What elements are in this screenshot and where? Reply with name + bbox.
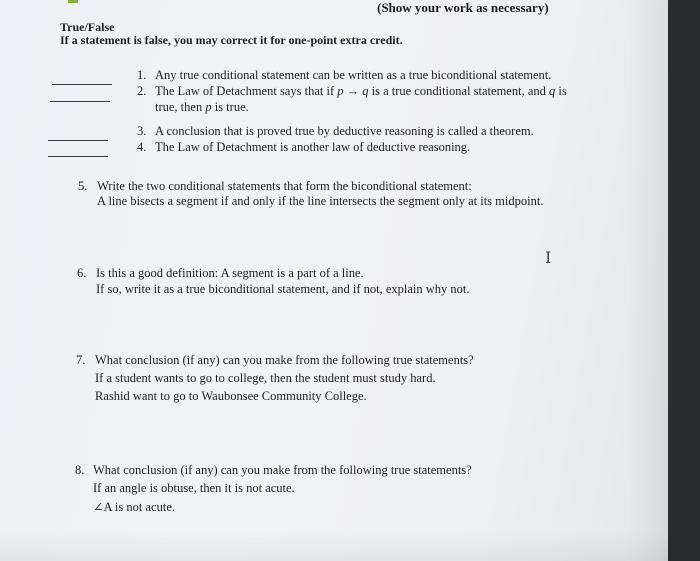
page-bottom-shadow [0,531,668,561]
question-6-number: 6. [77,266,87,280]
item-3-number: 3. [137,124,147,138]
question-7-statement-1: If a student wants to go to college, then the student must study hard. [95,371,436,385]
item-2-text-a: The Law of Detachment says that if [155,84,338,98]
item-2-line-1 [155,84,567,99]
page-edge-shadow [628,0,668,561]
item-2-line-2 [155,100,249,115]
question-6-prompt: Is this a good definition: A segment is a part of a line. [96,266,364,280]
arrow-symbol: → [343,84,363,98]
answer-blank-2[interactable] [50,101,110,102]
item-3-text: A conclusion that is proved true by deductive reasoning is called a theorem. [155,124,534,138]
item-2-text-c: is [555,84,567,98]
question-8-statement-1: If an angle is obtuse, then it is not acute. [93,481,295,495]
question-5-prompt: Write the two conditional statements that form the biconditional statement: [97,179,472,193]
item-4-number: 4. [137,140,147,154]
true-false-instruction: If a statement is false, you may correct it for one-point extra credit. [60,33,403,47]
item-2-text-b: is a true conditional statement, and [368,84,549,98]
answer-blank-1[interactable] [52,84,112,85]
question-7-prompt: What conclusion (if any) can you make from the following true statements? [95,353,474,367]
item-1-text: Any true conditional statement can be written as a true biconditional statement. [155,68,552,82]
item-4-text: The Law of Detachment is another law of deductive reasoning. [155,140,471,154]
question-5-number: 5. [78,179,88,193]
question-8-statement-2: ∠A is not acute. [93,500,175,514]
variable-p: p [337,84,344,98]
answer-blank-4[interactable] [48,156,108,157]
item-2-text-d: true, then [155,100,206,114]
question-8-number: 8. [75,463,85,477]
question-7-number: 7. [76,353,86,367]
answer-blank-3[interactable] [48,140,108,141]
true-false-heading: True/False [60,20,115,34]
variable-q: q [549,84,556,98]
show-work-instruction: (Show your work as necessary) [377,0,549,15]
question-7-statement-2: Rashid want to go to Waubonsee Community College. [95,389,367,403]
question-5-statement: A line bisects a segment if and only if the line intersects the segment only at its midpoint. [97,194,544,208]
question-6-instruction: If so, write it as a true biconditional statement, and if not, explain why not. [96,282,470,296]
item-2-number: 2. [137,84,147,98]
corner-mark [68,0,78,3]
item-1-number: 1. [137,68,147,82]
text-cursor-icon: I [545,248,552,267]
variable-p: p [205,100,212,114]
item-2-text-e: is true. [211,100,249,114]
question-8-prompt: What conclusion (if any) can you make from the following true statements? [93,463,472,477]
variable-q: q [362,84,369,98]
